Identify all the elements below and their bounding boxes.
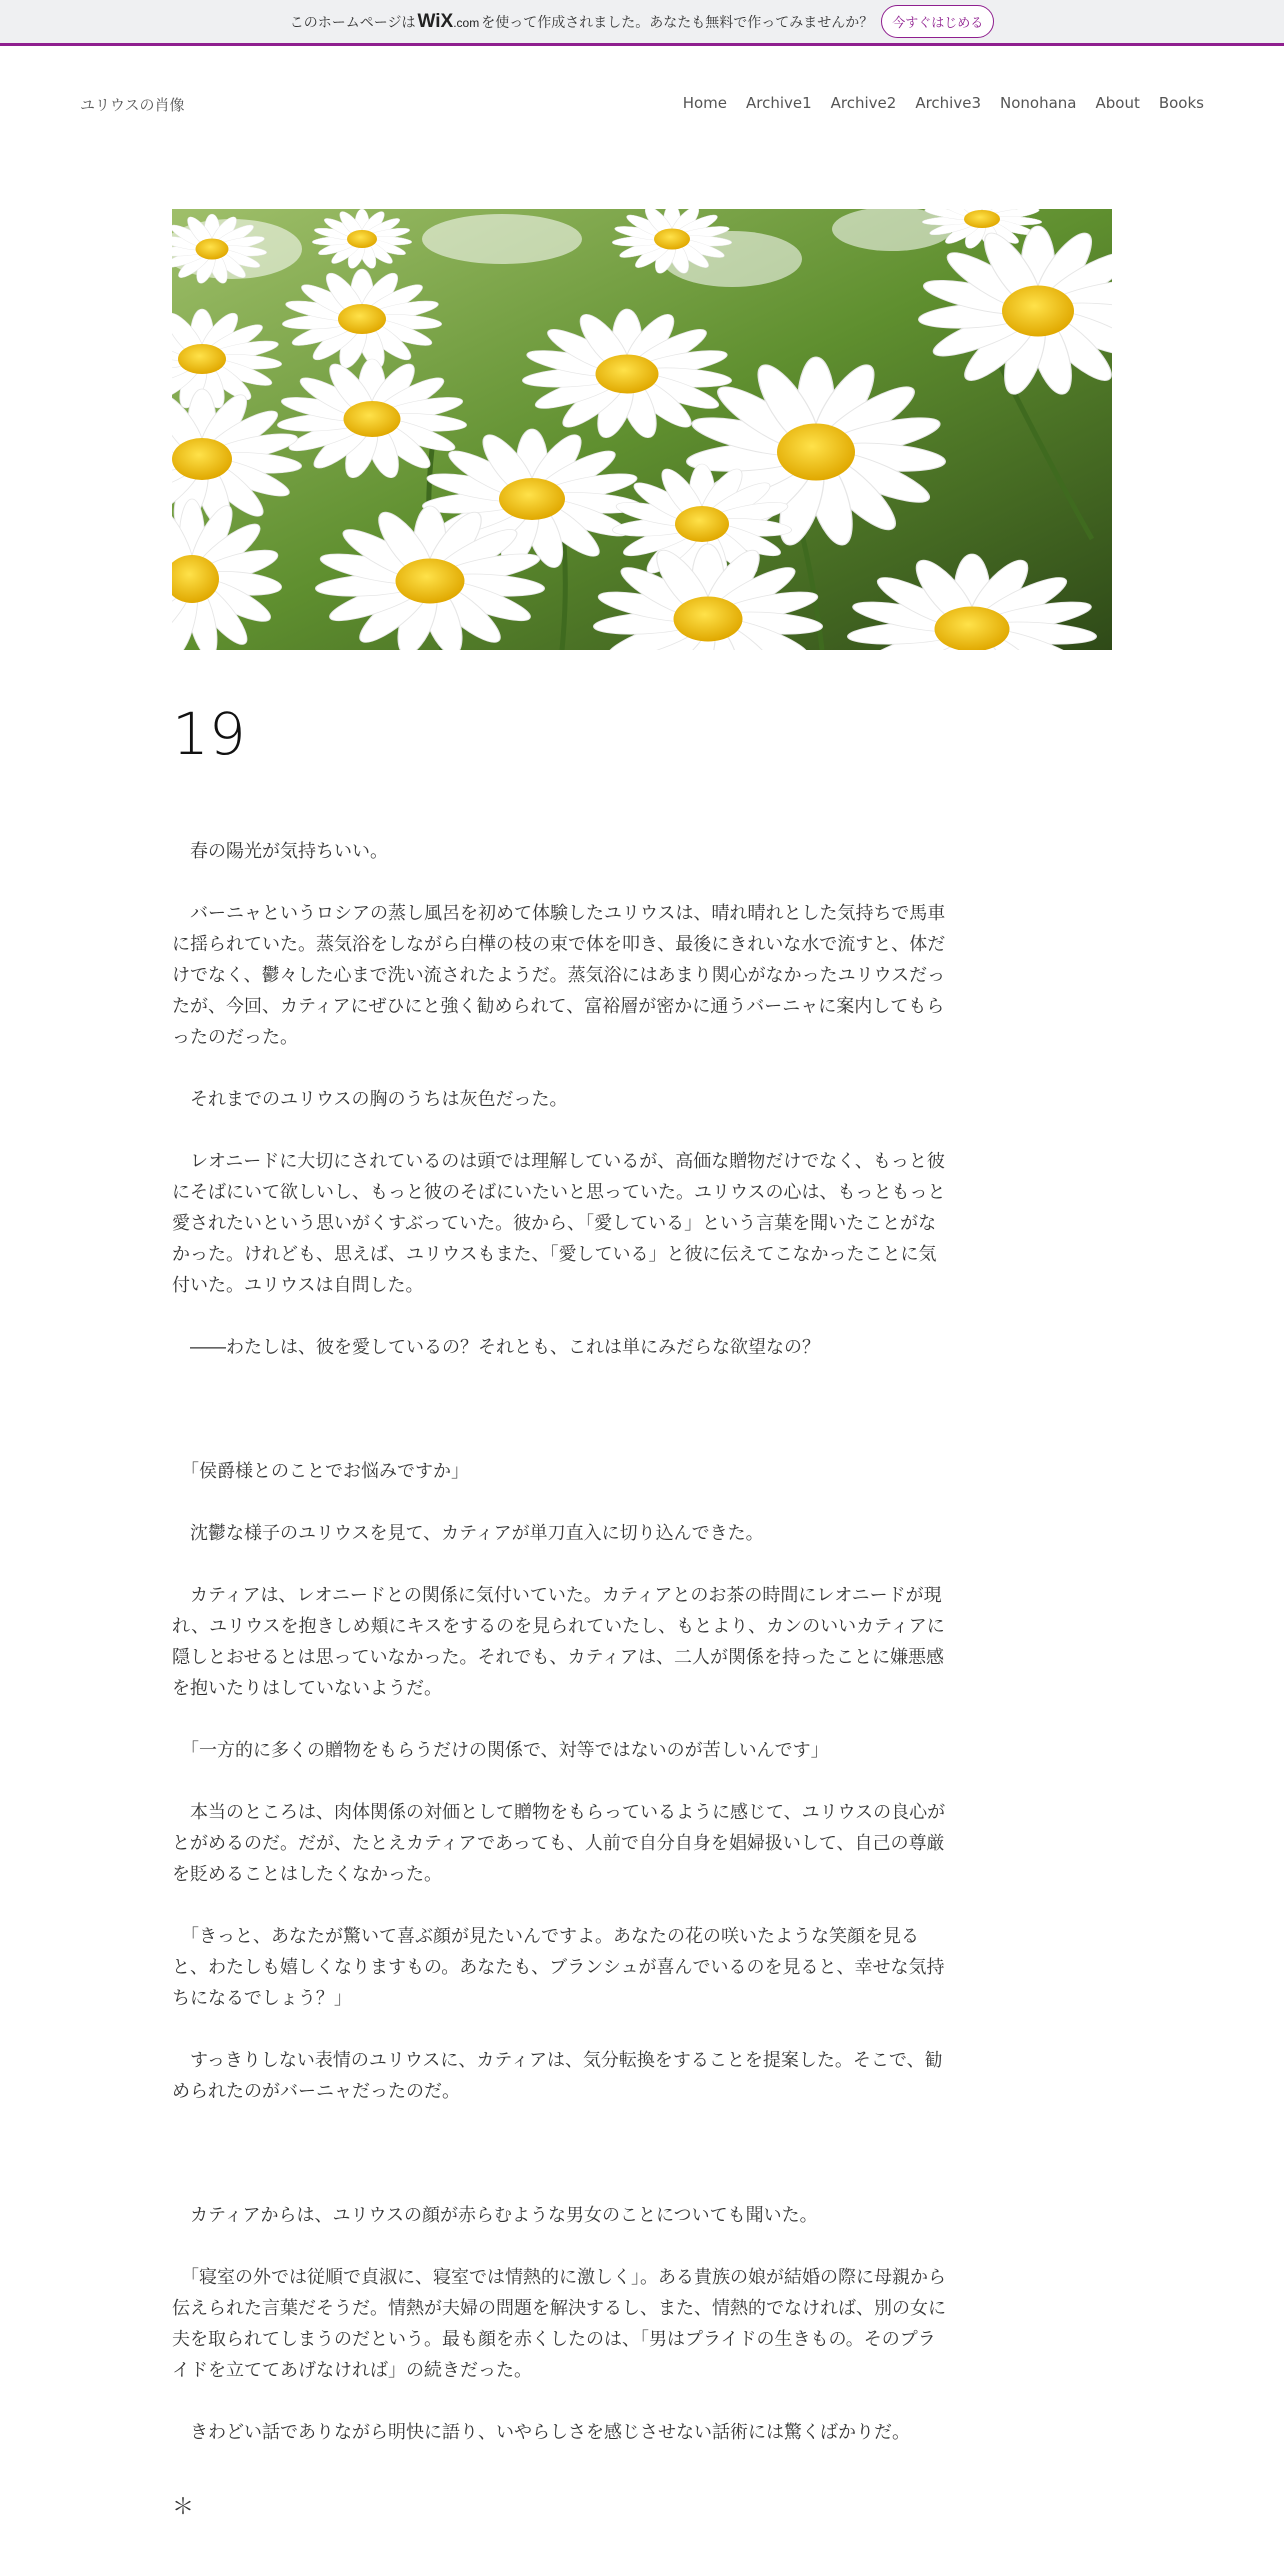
wix-banner-prefix: このホームページは	[289, 14, 416, 31]
nav-archive3[interactable]: Archive3	[915, 94, 981, 112]
wix-logo[interactable]	[417, 11, 479, 33]
article-paragraph: きわどい話でありながら明快に語り、いやらしさを感じさせない話術には驚くばかりだ。	[172, 2422, 910, 2443]
wix-banner-suffix: を使って作成されました。あなたも無料で作ってみませんか？	[481, 14, 874, 31]
article-body	[172, 836, 947, 2523]
article-paragraph: 春の陽光が気持ちいい。	[172, 841, 388, 862]
site-title[interactable]: ユリウスの肖像	[80, 96, 185, 114]
article-paragraph: 「寝室の外では従順で貞淑に、寝室では情熱的に激しく」。ある貴族の娘が結婚の際に母親から伝えられた言葉だそうだ。情熱が夫婦の問題を解決するし、また、情熱的でなければ、別の女に夫を取られてしまうのだという。最も顔を赤くしたのは、「男はプライドの生きもの。そのプライドを立ててあげなければ」の続きだった。	[172, 2267, 946, 2381]
article-paragraph: バーニャというロシアの蒸し風呂を初めて体験したユリウスは、晴れ晴れとした気持ちで馬車に揺られていた。蒸気浴をしながら白樺の枝の束で体を叩き、最後にきれいな水で流すと、体だけでなく、鬱々した心まで洗い流されたようだ。蒸気浴にはあまり関心がなかったユリウスだったが、今回、カティアにぜひにと強く勧められて、富裕層が密かに通うバーニャに案内してもらったのだった。	[172, 903, 946, 1048]
article-paragraph: 「一方的に多くの贈物をもらうだけの関係で、対等ではないのが苦しいんです」	[172, 1740, 829, 1761]
nav-about[interactable]: About	[1095, 94, 1140, 112]
article-paragraph: レオニードに大切にされているのは頭では理解しているが、高価な贈物だけでなく、もっと彼にそばにいて欲しいし、もっと彼のそばにいたいと思っていた。ユリウスの心は、もっともっと愛されたいという思いがくすぶっていた。彼から、「愛している」という言葉を聞いたことがなかった。けれども、思えば、ユリウスもまた、「愛している」と彼に伝えてこなかったことに気付いた。ユリウスは自問した。	[172, 1151, 946, 1296]
section-gap	[172, 1394, 947, 1456]
article-paragraph: それまでのユリウスの胸のうちは灰色だった。	[172, 1089, 568, 1110]
section-gap	[172, 2138, 947, 2200]
hero-daisy-image	[172, 209, 1112, 650]
article-paragraph: カティアは、レオニードとの関係に気付いていた。カティアとのお茶の時間にレオニードが現れ、ユリウスを抱きしめ頬にキスをするのを見られていたし、もとより、カンのいいカティアに隠しとおせるとは思っていなかった。それでも、カティアは、二人が関係を持ったことに嫌悪感を抱いたりはしていないようだ。	[172, 1585, 945, 1699]
wix-logo-suffix: .com	[453, 15, 480, 30]
nav-books[interactable]: Books	[1158, 94, 1204, 112]
start-now-button[interactable]: 今すぐはじめる	[881, 5, 994, 38]
article-paragraph: 「侯爵様とのことでお悩みですか」	[172, 1461, 469, 1482]
daisy-illustration	[172, 209, 1112, 650]
wix-promo-banner	[0, 0, 1284, 46]
nav-nonohana[interactable]: Nonohana	[1000, 94, 1077, 112]
section-separator: ＊	[172, 2495, 195, 2520]
article-paragraph: 本当のところは、肉体関係の対価として贈物をもらっているように感じて、ユリウスの良心がとがめるのだ。だが、たとえカティアであっても、人前で自分自身を娼婦扱いして、自己の尊厳を貶めることはしたくなかった。	[172, 1802, 946, 1885]
article-paragraph: カティアからは、ユリウスの顔が赤らむような男女のことについても聞いた。	[172, 2205, 818, 2226]
article-paragraph: 沈鬱な様子のユリウスを見て、カティアが単刀直入に切り込んできた。	[172, 1523, 764, 1544]
article-paragraph: すっきりしない表情のユリウスに、カティアは、気分転換をすることを提案した。そこで、勧められたのがバーニャだったのだ。	[172, 2050, 943, 2102]
nav-archive2[interactable]: Archive2	[830, 94, 897, 112]
main-nav	[683, 94, 1204, 112]
article-paragraph: 「きっと、あなたが驚いて喜ぶ顔が見たいんですよ。あなたの花の咲いたような笑顔を見ると、わたしも嬉しくなりますもの。あなたも、ブランシュが喜んでいるのを見ると、幸せな気持ちになるでしょう？」	[172, 1926, 945, 2009]
nav-archive1[interactable]: Archive1	[745, 94, 812, 112]
post-title: 19	[172, 700, 246, 768]
article-paragraph: ――わたしは、彼を愛しているの？それとも、これは単にみだらな欲望なの？	[172, 1337, 820, 1358]
wix-logo-text: WiX	[417, 10, 454, 32]
nav-home[interactable]: Home	[682, 94, 727, 112]
